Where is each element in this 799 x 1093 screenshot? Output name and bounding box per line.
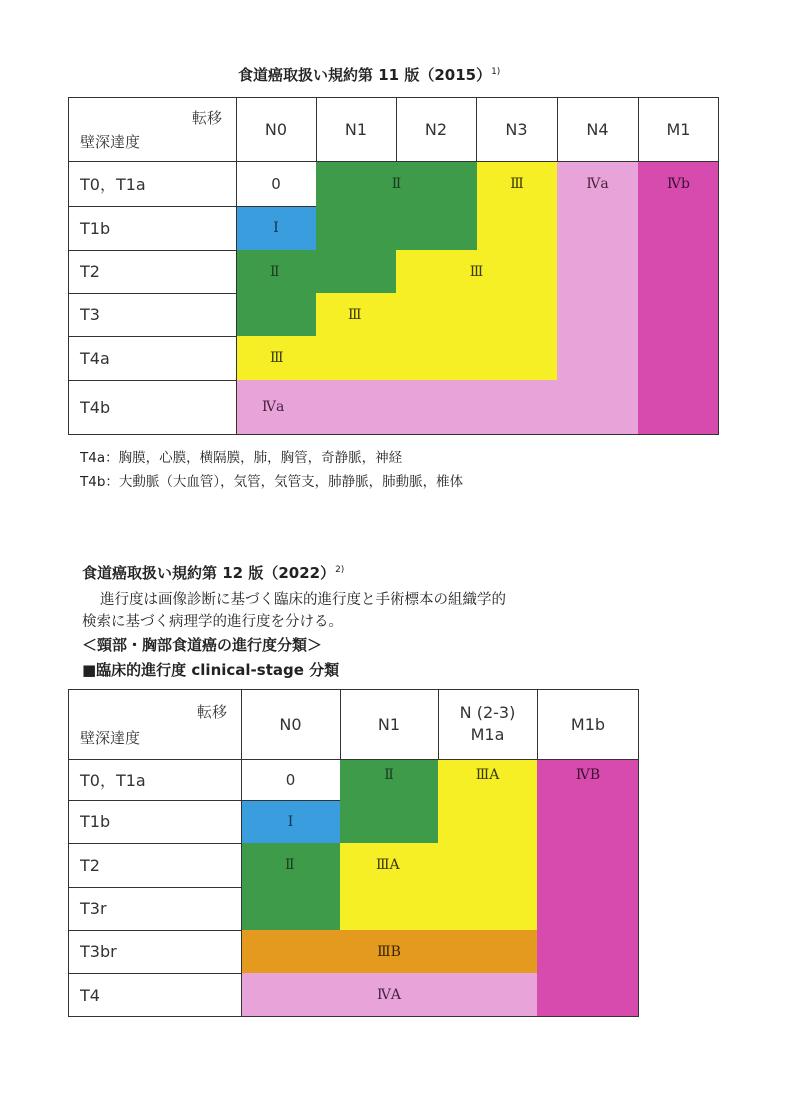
table2-col-m1a: M1a (470, 725, 505, 744)
table1-col-n0: N0 (236, 97, 316, 161)
table1-col-n4: N4 (557, 97, 638, 161)
table1-cell-yellow-t3: Ⅲ (316, 293, 557, 336)
table1-title-text: 食道癌取扱い規約第 11 版（2015） (238, 66, 492, 84)
table1-divider (236, 97, 237, 434)
table1-divider (236, 206, 316, 207)
table2-row-t2: T2 (68, 843, 241, 887)
table2-cell-green-t2: Ⅱ (241, 843, 340, 930)
table1-border (68, 434, 719, 435)
table2-border (68, 689, 639, 690)
table1-border (68, 97, 719, 98)
table2-border (68, 1016, 639, 1017)
table2-cell-pink: ⅣA (241, 973, 537, 1017)
table2-title-text: 食道癌取扱い規約第 12 版（2022） (82, 564, 336, 582)
table1-row-t3: T3 (68, 293, 236, 336)
table1-divider (68, 380, 236, 381)
table2-col-m1b: M1b (537, 689, 639, 759)
table1-cell-green-t2: Ⅱ (236, 250, 396, 293)
table2-row-t3r: T3r (68, 887, 241, 930)
table1-ref: 1) (491, 67, 501, 77)
table2-col-n23-m1a (438, 689, 537, 759)
table2-cell-green-top: Ⅱ (340, 759, 438, 843)
table1-divider (476, 97, 477, 161)
table1-row-t4a: T4a (68, 336, 236, 380)
table1-row-t2: T2 (68, 250, 236, 293)
table2-col-n0: N0 (241, 689, 340, 759)
table2-cell-blue: Ⅰ (241, 800, 340, 843)
table2-divider (68, 973, 241, 974)
table1-corner-top: 転移 (191, 109, 222, 127)
table1-col-n3: N3 (476, 97, 557, 161)
table2-divider (68, 759, 639, 760)
table2-title (82, 562, 344, 583)
table1-divider (68, 206, 236, 207)
table2-body-line-2: 検索に基づく病理学的進行度を分ける。 (82, 614, 343, 630)
table2-divider (68, 843, 241, 844)
table1-row-t0t1a: T0，T1a (68, 161, 236, 206)
table2-cell-magenta: ⅣB (537, 759, 639, 1017)
table1-row-t1b: T1b (68, 206, 236, 250)
table2-body-line-1: 進行度は画像診断に基づく臨床的進行度と手術標本の組織学的 (100, 592, 506, 608)
table1-border (68, 97, 69, 434)
table2-subheading-2: ■臨床的進行度 clinical-stage 分類 (82, 661, 340, 679)
table2-row-t3br: T3br (68, 930, 241, 973)
table1-divider (68, 250, 236, 251)
table1-cell-pink-top: Ⅳa (557, 161, 638, 206)
table1-col-n1: N1 (316, 97, 396, 161)
table2-subheading-1: ＜頸部・胸部食道癌の進行度分類＞ (82, 636, 323, 654)
table2-border (68, 689, 69, 1017)
table1-cell-green-top: Ⅱ (316, 161, 477, 206)
table1-divider (68, 336, 236, 337)
table1-cell-zero: 0 (236, 161, 316, 206)
table2-col-n1: N1 (340, 689, 438, 759)
table1-corner-bottom: 壁深達度 (80, 133, 141, 151)
table2-col-n23: N (2-3) (459, 703, 516, 722)
table2-corner-bottom: 壁深達度 (80, 729, 141, 747)
table1-cell-magenta: Ⅳb (638, 161, 719, 206)
table2-cell-zero: 0 (241, 759, 340, 800)
table2-divider (241, 689, 242, 1017)
table2-ref: 2) (335, 565, 345, 575)
table2-divider (537, 689, 538, 759)
table1-title (238, 64, 500, 85)
table1-cell-yellow-top: Ⅲ (477, 161, 557, 206)
table1-border (718, 97, 719, 434)
table1-cell-blue: Ⅰ (236, 206, 316, 250)
table1-corner (68, 97, 236, 161)
table2-row-t0t1a: T0，T1a (68, 759, 241, 800)
table1-divider (638, 97, 639, 161)
table2-border (638, 689, 639, 1017)
table1-magenta-column (638, 206, 719, 434)
table2-cell-yellow-t2: ⅢA (340, 843, 438, 930)
table2-divider (68, 800, 241, 801)
table1-divider (68, 161, 719, 162)
table2-divider (340, 689, 341, 759)
table1-green-t3 (236, 293, 316, 336)
table2-cell-yellow-top: ⅢA (438, 759, 537, 930)
table2-divider (438, 689, 439, 759)
table1-divider (557, 97, 558, 161)
table1-col-n2: N2 (396, 97, 476, 161)
table1 (68, 97, 719, 434)
table2-row-t4: T4 (68, 973, 241, 1017)
table1-cell-pink-t4b: Ⅳa (236, 380, 638, 434)
table1-cell-yellow-t4a: Ⅲ (236, 336, 557, 380)
table2-row-t1b: T1b (68, 800, 241, 843)
table1-note-t4b: T4b：大動脈（大血管），気管，気管支，肺静脈，肺動脈，椎体 (80, 474, 464, 490)
table1-green-t1b (316, 206, 477, 250)
table2-divider (68, 930, 241, 931)
table1-yellow-t1b (477, 206, 557, 250)
table1-col-m1: M1 (638, 97, 719, 161)
table2-corner-top: 転移 (196, 703, 227, 721)
table2-cell-orange: ⅢB (241, 930, 537, 973)
table2-corner (68, 689, 241, 759)
table1-divider (316, 97, 317, 161)
table1-divider (396, 97, 397, 161)
table2 (68, 689, 639, 1017)
table2-divider (68, 887, 241, 888)
table1-divider (68, 293, 236, 294)
table1-cell-yellow-t2: Ⅲ (396, 250, 557, 293)
table1-note-t4a: T4a：胸膜，心膜，横隔膜，肺，胸管，奇静脈，神経 (80, 450, 403, 466)
table1-row-t4b: T4b (68, 380, 236, 434)
table2-divider (241, 800, 340, 801)
table1-pink-column (557, 206, 638, 380)
